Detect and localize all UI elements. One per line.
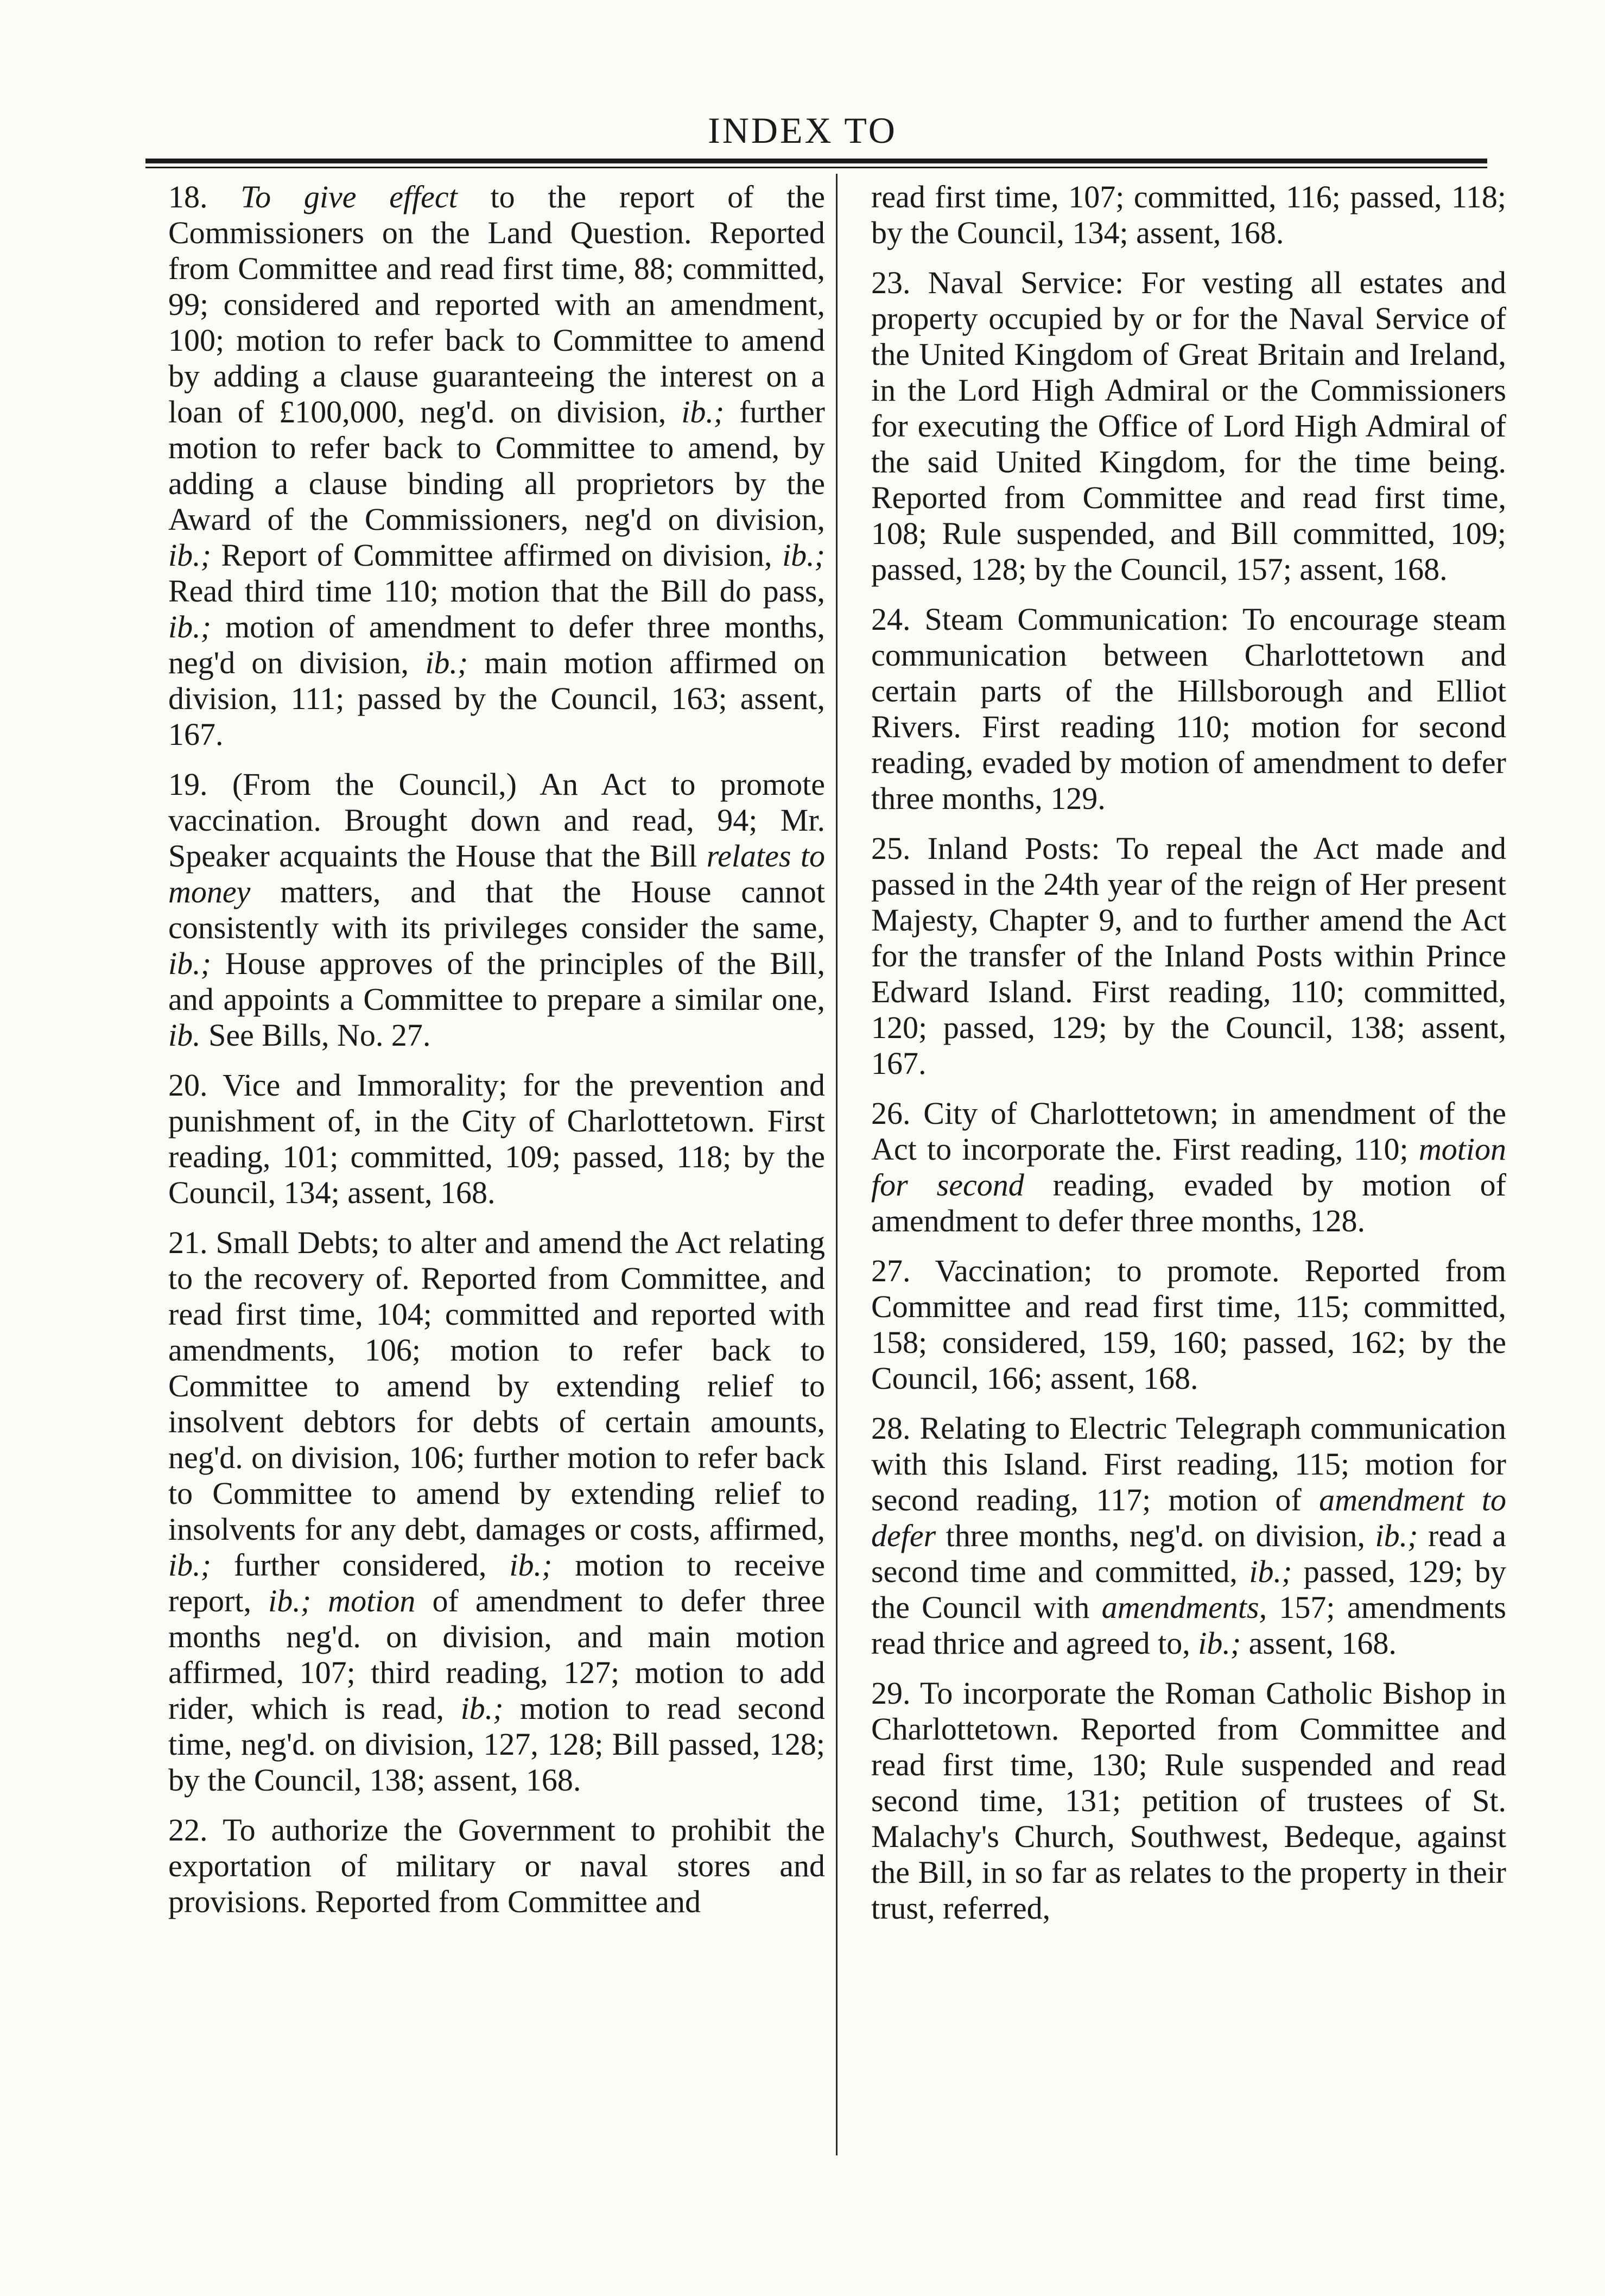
entry-text: 19. (From the Council,) An Act to promote vaccination. Brought down and read, 94; Mr. Speaker acquaints the House that the Bill [168,767,825,874]
entry-text: further motion to refer back to Committee to amend, by adding a clause binding all proprietors by the Award of the Commissioners, neg'd on division, [168,394,825,537]
entry-text-italic: ib.; [460,1691,504,1726]
entry-text: further considered, [211,1547,510,1583]
entry-text-italic: motion for second [871,1131,1506,1203]
entry-text: 27. Vaccination; to promote. Reported from Committee and read first time, 115; committed, 158; considered, 159, 160; passed, 162; by the Council, 166; assent, 168. [871,1253,1506,1396]
page-title: INDEX TO [708,110,897,151]
entry-text: 18. [168,179,241,214]
entry-text: motion of amendment to defer three months, neg'd on division, [168,609,825,680]
entry-text-italic: ib.; [509,1547,553,1583]
entry-text-italic: amendments, [1101,1590,1267,1625]
header-rule-thick [145,159,1487,163]
entry-text-italic: ib.; [168,609,211,644]
entry-text-italic: ib.; motion [268,1583,416,1618]
entry-text: main motion affirmed on division, 111; passed by the Council, 163; assent, 167. [168,645,825,752]
index-entry [871,265,1506,587]
entry-text: 22. To authorize the Government to prohibit the exportation of military or naval stores and provisions. Reported from Committee and [168,1812,825,1919]
index-entry [168,1067,825,1211]
entry-text-italic: amendment to defer [871,1482,1506,1553]
index-entry [871,1411,1506,1661]
index-entry [168,1225,825,1798]
entry-text: passed, 129; by the Council with [871,1554,1506,1625]
entry-text: 20. Vice and Immorality; for the prevention and punishment of, in the City of Charlottetown. First reading, 101; committed, 109; passed, 118; by the Council, 134; assent, 168. [168,1067,825,1210]
column-divider [836,174,838,2155]
entry-text: House approves of the principles of the Bill, and appoints a Committee to prepare a similar one, [168,946,825,1017]
entry-text: motion to receive report, [168,1547,826,1618]
entry-text: assent, 168. [1241,1625,1397,1661]
entry-text: 21. Small Debts; to alter and amend the Act relating to the recovery of. Reported from Committee, and read first time, 104; committed and reported with amendments, 106; motion to refer back to Committee to amend by extending relief to insolvent debtors for debts of certain amounts, neg'd. on division, 106; further motion to refer back to Committee to amend by extending relief to insolvents for any debt, damages or costs, affirmed, [168,1225,825,1547]
entry-text: 29. To incorporate the Roman Catholic Bishop in Charlottetown. Reported from Committee and read first time, 130; Rule suspended and read second time, 131; petition of trustees of St. Malachy's Church, Southwest, Bedeque, against the Bill, in so far as relates to the property in their trust, referred, [871,1675,1506,1926]
entry-text: 25. Inland Posts: To repeal the Act made and passed in the 24th year of the reign of Her present Majesty, Chapter 9, and to further amend the Act for the transfer of the Inland Posts within Prince Edward Island. First reading, 110; committed, 120; passed, 129; by the Council, 138; assent, 167. [871,831,1506,1081]
right-column [871,179,1506,1940]
entry-text-italic: ib.; [681,394,725,429]
entry-text: read first time, 107; committed, 116; passed, 118; by the Council, 134; assent, 168. [871,179,1506,250]
entry-text-italic: relates to money [168,838,825,909]
header-rule-thin [145,167,1487,168]
left-column [168,179,825,1934]
entry-text: matters, and that the House cannot consistently with its privileges consider the same, [168,874,825,945]
entry-text: reading, evaded by motion of amendment to defer three months, 128. [871,1167,1506,1238]
entry-text: 26. City of Charlottetown; in amendment of the Act to incorporate the. First reading, 110; [871,1096,1506,1167]
entry-text-italic: To give effect [240,179,458,214]
entry-text: three months, neg'd. on division, [936,1518,1375,1553]
entry-text: Read third time 110; motion that the Bill do pass, [168,573,825,609]
entry-text: Report of Committee affirmed on division, [211,537,783,573]
entry-text-italic: ib.; [1375,1518,1418,1553]
index-entry [871,1096,1506,1239]
entry-text: 28. Relating to Electric Telegraph communication with this Island. First reading, 115; motion for second reading, 117; motion of [871,1411,1506,1517]
entry-text-italic: ib.; [168,1547,211,1583]
entry-text: 23. Naval Service: For vesting all estates and property occupied by or for the Naval Service of the United Kingdom of Great Britain and Ireland, in the Lord High Admiral or the Commissioners for executing the Office of Lord High Admiral of the said United Kingdom, for the time being. Reported from Committee and read first time, 108; Rule suspended, and Bill committed, 109; passed, 128; by the Council, 157; assent, 168. [871,265,1506,587]
entry-text-italic: ib.; [1249,1554,1292,1589]
entry-text: 24. Steam Communication: To encourage steam communication between Charlottetown and certain parts of the Hillsborough and Elliot Rivers. First reading 110; motion for second reading, evaded by motion of amendment to defer three months, 129. [871,602,1506,816]
entry-text-italic: ib.; [168,537,211,573]
entry-text-italic: ib.; [782,537,825,573]
index-entry [168,1812,825,1920]
entry-text-italic: ib.; [168,946,211,981]
index-entry [871,831,1506,1081]
index-entry [871,1253,1506,1396]
index-entry [871,1675,1506,1926]
entry-text-italic: ib. [168,1017,201,1053]
entry-text: of amendment to defer three months neg'd. on division, and main motion affirmed, 107; third reading, 127; motion to add rider, which is read, [168,1583,826,1726]
entry-text: motion to read second time, neg'd. on division, 127, 128; Bill passed, 128; by the Council, 138; assent, 168. [168,1691,825,1798]
index-entry [871,179,1506,251]
entry-text-italic: ib.; [425,645,468,680]
entry-text-italic: ib.; [1198,1625,1241,1661]
entry-text: read a second time and committed, [871,1518,1507,1589]
index-entry [871,602,1506,817]
entry-text: to the report of the Commissioners on the Land Question. Reported from Committee and read first time, 88; committed, 99; considered and reported with an amendment, 100; motion to refer back to Committee to amend by adding a clause guaranteeing the interest on a loan of £100,000, neg'd. on division, [168,179,825,429]
index-entry [168,179,825,752]
entry-text: See Bills, No. 27. [200,1017,431,1053]
entry-text: 157; amendments read thrice and agreed to, [871,1590,1506,1661]
index-entry [168,767,825,1053]
